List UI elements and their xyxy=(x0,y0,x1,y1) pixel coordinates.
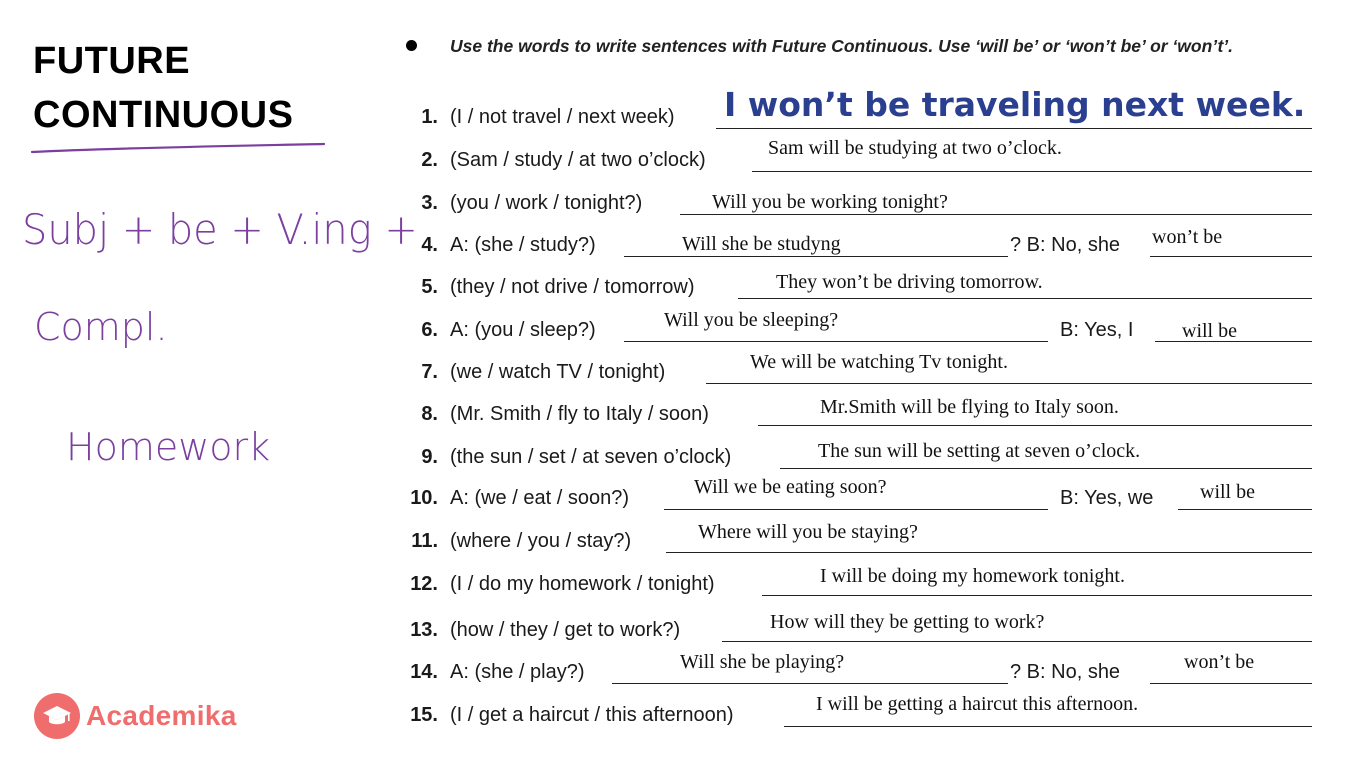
exercise-row xyxy=(0,651,1366,686)
answer-text: They won’t be driving tomorrow. xyxy=(776,271,1043,293)
exercise-prompt: (Mr. Smith / fly to Italy / soon) xyxy=(450,403,709,425)
answer-line xyxy=(1150,256,1312,257)
exercise-prompt: (I / do my homework / tonight) xyxy=(450,573,715,595)
answer-line xyxy=(780,468,1312,469)
exercise-prompt: (I / not travel / next week) xyxy=(450,106,675,128)
answer-text: Will she be studyng xyxy=(682,233,841,255)
exercise-row xyxy=(0,351,1366,386)
exercise-row xyxy=(0,398,1366,428)
answer-line xyxy=(624,256,1008,257)
exercise-prompt: A: (she / play?) xyxy=(450,661,585,683)
answer-text: We will be watching Tv tonight. xyxy=(750,351,1008,373)
exercise-number: 14. xyxy=(410,661,438,683)
exercise-number: 3. xyxy=(421,192,438,214)
exercise-row xyxy=(0,521,1366,555)
answer-line xyxy=(680,214,1312,215)
b-answer-text: won’t be xyxy=(1184,651,1255,673)
exercise-row xyxy=(0,476,1366,512)
b-label: ? B: No, she xyxy=(1010,661,1121,683)
answer-text: Mr.Smith will be flying to Italy soon. xyxy=(820,396,1119,418)
exercise-prompt: (they / not drive / tomorrow) xyxy=(450,276,695,298)
answer-line xyxy=(722,641,1312,642)
exercise-row xyxy=(0,271,1366,301)
answer-text: Sam will be studying at two o’clock. xyxy=(768,137,1062,159)
answer-line xyxy=(624,341,1048,342)
page-title-line1: FUTURE xyxy=(33,40,191,82)
exercise-prompt: (where / you / stay?) xyxy=(450,530,632,552)
b-answer-text: will be xyxy=(1200,481,1255,503)
answer-line xyxy=(716,128,1312,129)
homework-note: Homework xyxy=(66,425,271,469)
answer-text: Where will you be staying? xyxy=(698,521,918,543)
answer-line xyxy=(1178,509,1312,510)
page-title-line2: CONTINUOUS xyxy=(33,94,294,136)
compl-note: Compl. xyxy=(34,305,168,349)
exercise-row xyxy=(0,85,1366,131)
exercise-row xyxy=(0,441,1366,471)
b-label: B: Yes, we xyxy=(1060,487,1154,509)
instruction: Use the words to write sentences with Future Continuous. Use ‘will be’ or ‘won’t be’ or ‘won’t’. xyxy=(450,36,1234,56)
academika-logo xyxy=(34,693,237,739)
b-label: B: Yes, I xyxy=(1060,319,1134,341)
exercise-number: 5. xyxy=(421,276,438,298)
exercise-number: 15. xyxy=(410,704,438,726)
exercise-row xyxy=(0,137,1366,174)
exercise-prompt: (the sun / set / at seven o’clock) xyxy=(450,446,732,468)
answer-line xyxy=(752,171,1312,172)
answer-text: Will we be eating soon? xyxy=(694,476,887,498)
exercise-row xyxy=(0,309,1366,344)
exercise-number: 7. xyxy=(421,361,438,383)
answer-line xyxy=(666,552,1312,553)
answer-text: The sun will be setting at seven o’clock. xyxy=(818,440,1141,462)
exercise-prompt: (I / get a haircut / this afternoon) xyxy=(450,704,734,726)
answer-line xyxy=(664,509,1048,510)
exercise-number: 1. xyxy=(421,106,438,128)
exercise-number: 12. xyxy=(410,573,438,595)
exercise-prompt: (how / they / get to work?) xyxy=(450,619,681,641)
exercise-prompt: A: (she / study?) xyxy=(450,234,596,256)
answer-text: I won’t be traveling next week. xyxy=(724,85,1306,124)
exercise-prompt: (you / work / tonight?) xyxy=(450,192,643,214)
answer-line xyxy=(1150,683,1312,684)
exercise-number: 9. xyxy=(421,446,438,468)
graduation-cap-icon xyxy=(34,693,80,739)
answer-line xyxy=(612,683,1008,684)
exercise-prompt: (Sam / study / at two o’clock) xyxy=(450,149,706,171)
answer-text: Will she be playing? xyxy=(680,651,845,673)
answer-text: I will be doing my homework tonight. xyxy=(820,565,1125,587)
answer-line xyxy=(784,726,1312,727)
exercise-prompt: A: (we / eat / soon?) xyxy=(450,487,629,509)
exercise-number: 2. xyxy=(421,149,438,171)
b-answer-text: won’t be xyxy=(1152,226,1223,248)
exercise-prompt: A: (you / sleep?) xyxy=(450,319,596,341)
answer-text: How will they be getting to work? xyxy=(770,611,1045,633)
answer-line xyxy=(738,298,1312,299)
exercise-prompt: (we / watch TV / tonight) xyxy=(450,361,666,383)
logo-text: Academika xyxy=(86,700,237,731)
exercise-number: 11. xyxy=(411,530,438,552)
answer-line xyxy=(706,383,1312,384)
exercise-row xyxy=(0,226,1366,259)
exercise-row xyxy=(0,187,1366,217)
exercise-number: 6. xyxy=(421,319,438,341)
answer-text: Will you be sleeping? xyxy=(664,309,839,331)
exercise-row xyxy=(0,611,1366,644)
b-label: ? B: No, she xyxy=(1010,234,1121,256)
exercise-number: 10. xyxy=(410,487,438,509)
bullet-icon xyxy=(406,40,417,51)
exercise-row xyxy=(0,565,1366,598)
exercise-number: 4. xyxy=(421,234,438,256)
answer-line xyxy=(758,425,1312,426)
formula-note: Subj + be + V.ing + xyxy=(22,205,418,254)
exercise-number: 13. xyxy=(410,619,438,641)
answer-line xyxy=(762,595,1312,596)
answer-text: I will be getting a haircut this afternoon. xyxy=(816,693,1139,715)
exercise-number: 8. xyxy=(421,403,438,425)
b-answer-text: will be xyxy=(1182,320,1237,342)
answer-text: Will you be working tonight? xyxy=(712,191,948,213)
